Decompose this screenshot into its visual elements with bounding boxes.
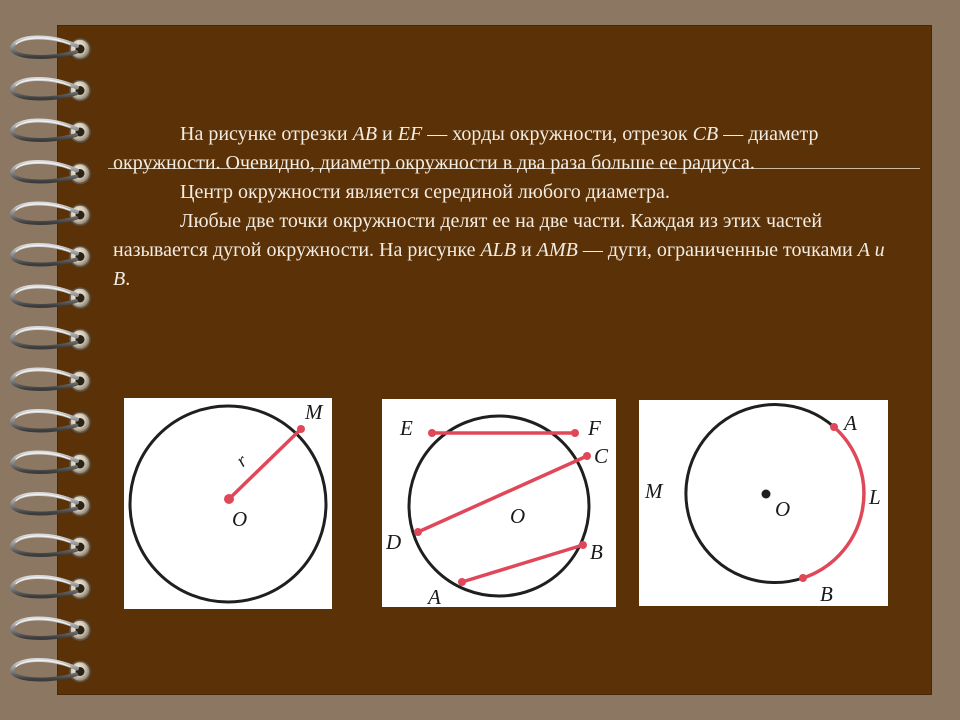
- arc-alb: [803, 427, 864, 578]
- binding-ring: [12, 411, 90, 433]
- label-o: O: [232, 507, 248, 531]
- label-a: A: [428, 585, 441, 607]
- binding-ring: [12, 328, 90, 350]
- binding-ring: [12, 660, 90, 682]
- label-o: O: [775, 497, 791, 521]
- binding-ring: [12, 452, 90, 474]
- spiral-binding: [0, 0, 110, 720]
- point-o: [224, 494, 234, 504]
- point-f: [571, 429, 579, 437]
- point-a: [458, 578, 466, 586]
- label-f: F: [588, 416, 601, 440]
- label-l: L: [869, 485, 881, 509]
- label-o: O: [510, 504, 526, 528]
- point-a: [830, 423, 838, 431]
- chord-ab: [462, 545, 583, 582]
- point-b: [579, 541, 587, 549]
- binding-ring: [12, 245, 90, 267]
- label-b: B: [820, 582, 833, 606]
- binding-ring: [12, 494, 90, 516]
- label-r: r: [232, 450, 252, 472]
- label-m: M: [645, 479, 663, 503]
- binding-ring: [12, 577, 90, 599]
- point-e: [428, 429, 436, 437]
- label-c: C: [594, 444, 609, 468]
- binding-ring: [12, 535, 90, 557]
- point-b: [799, 574, 807, 582]
- binding-ring: [12, 286, 90, 308]
- binding-ring: [12, 203, 90, 225]
- label-m: M: [305, 400, 323, 424]
- binding-ring: [12, 120, 90, 142]
- paragraph-arcs: Любые две точки окружности делят ее на две части. Каждая из этих частей называется дугой окружности. На рисунке ALB и AMB — дуги, ограниченные точками A и B.: [113, 210, 885, 290]
- binding-ring: [12, 79, 90, 101]
- label-a: A: [844, 411, 857, 435]
- point-m: [297, 425, 305, 433]
- label-e: E: [400, 416, 413, 440]
- figure-chords: [382, 399, 616, 607]
- figure-arcs: [639, 400, 888, 606]
- label-b: B: [590, 540, 603, 564]
- figure-radius: [124, 398, 332, 609]
- arc-amb: [686, 405, 834, 583]
- point-o: [762, 490, 771, 499]
- text-block: [113, 120, 903, 294]
- point-d: [414, 528, 422, 536]
- binding-ring: [12, 369, 90, 391]
- label-d: D: [386, 530, 402, 554]
- diameter-dc: [418, 456, 587, 532]
- paragraph-center: Центр окружности является серединой любого диаметра.: [180, 181, 670, 203]
- binding-ring: [12, 162, 90, 184]
- point-c: [583, 452, 591, 460]
- binding-ring: [12, 618, 90, 640]
- binding-ring: [12, 37, 90, 59]
- paragraph-chords: На рисунке отрезки AB и EF — хорды окружности, отрезок CB — диаметр окружности. Очевидно, диаметр окружности в два раза больше ее радиуса.: [113, 123, 819, 174]
